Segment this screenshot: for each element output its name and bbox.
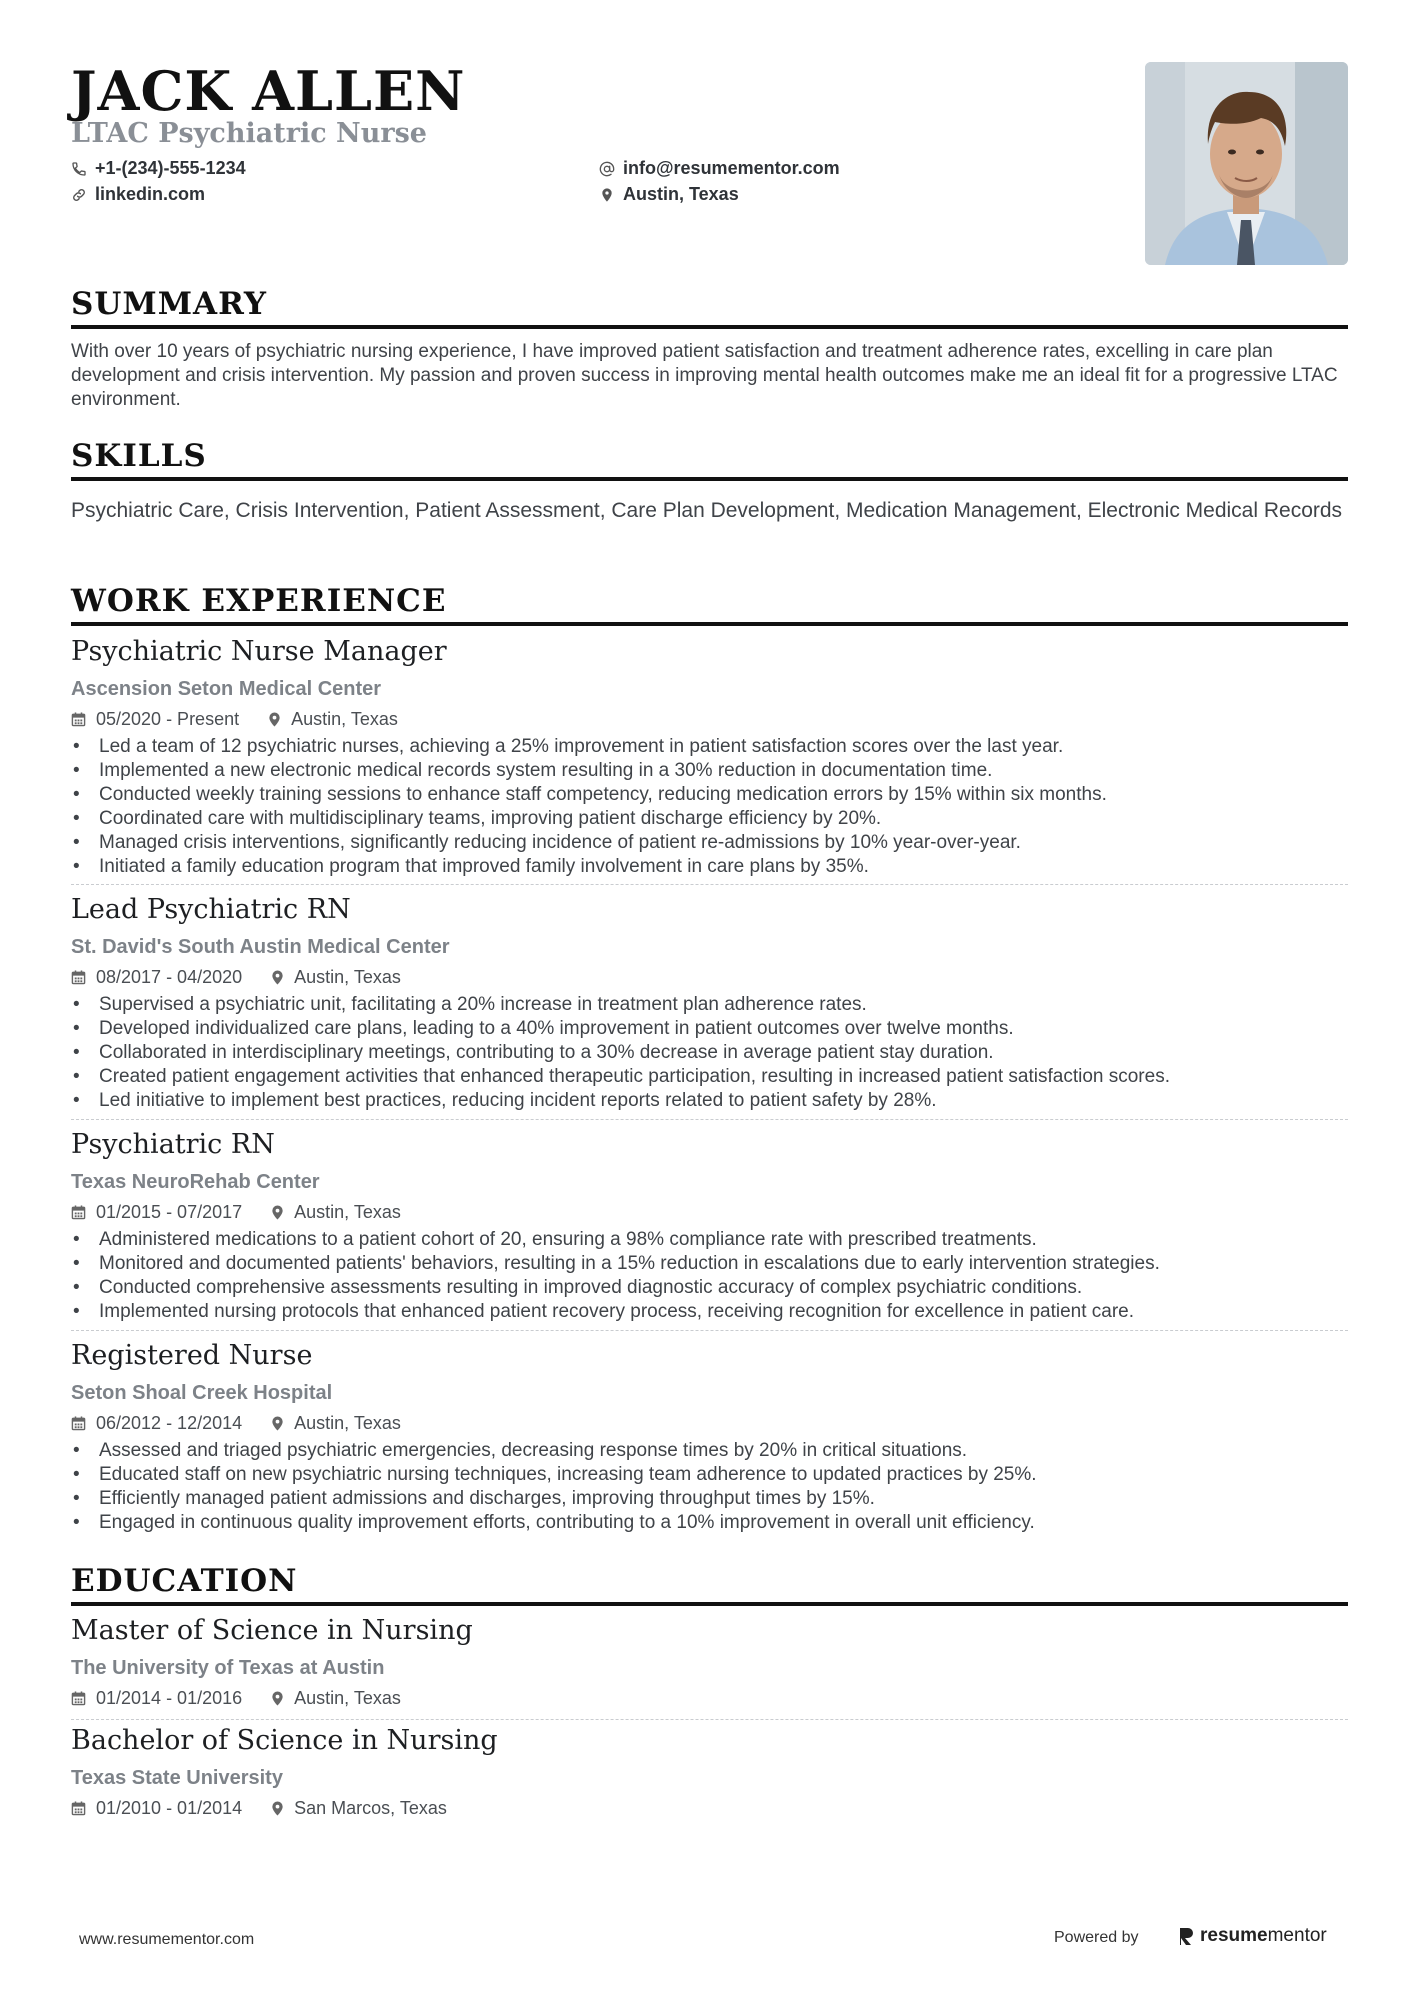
job-meta — [71, 1200, 401, 1224]
job-bullets — [71, 1439, 1348, 1535]
job-title: Lead Psychiatric RN — [71, 894, 351, 925]
skills-text: Psychiatric Care, Crisis Intervention, Patient Assessment, Care Plan Development, Medication Management, Electronic Medical Records — [71, 499, 1343, 522]
job-organization: St. David's South Austin Medical Center — [71, 936, 450, 958]
email-text: info@resumementor.com — [623, 158, 840, 178]
calendar-icon — [71, 712, 86, 727]
job-location: Austin, Texas — [294, 967, 401, 987]
education-dates: 01/2014 - 01/2016 — [96, 1688, 243, 1708]
candidate-role: LTAC Psychiatric Nurse — [71, 118, 427, 149]
list-item: • Efficiently managed patient admissions and discharges, improving throughput times by 15%. — [71, 1487, 1348, 1511]
calendar-icon — [71, 1801, 86, 1816]
resumementor-logo-icon — [1178, 1926, 1194, 1946]
job-location: Austin, Texas — [294, 1413, 401, 1433]
entry-divider — [71, 1119, 1348, 1120]
work-experience-heading: WORK EXPERIENCE — [71, 582, 1348, 626]
job-organization: Seton Shoal Creek Hospital — [71, 1382, 333, 1404]
powered-by-label: Powered by — [1054, 1929, 1139, 1946]
map-pin-icon — [270, 970, 285, 985]
list-item: • Assessed and triaged psychiatric emergencies, decreasing response times by 20% in critical situations. — [71, 1439, 1348, 1463]
job-title: Registered Nurse — [71, 1340, 313, 1371]
list-item: • Led a team of 12 psychiatric nurses, achieving a 25% improvement in patient satisfaction scores over the last year. — [71, 735, 1348, 759]
job-organization: Texas NeuroRehab Center — [71, 1171, 320, 1193]
summary-heading: SUMMARY — [71, 285, 1348, 329]
list-item: • Created patient engagement activities that enhanced therapeutic participation, resulting in increased patient satisfaction scores. — [71, 1065, 1348, 1089]
job-dates: 06/2012 - 12/2014 — [96, 1413, 243, 1433]
entry-divider — [71, 884, 1348, 885]
school-name: Texas State University — [71, 1767, 283, 1789]
link-icon — [71, 187, 87, 203]
candidate-name: JACK ALLEN — [71, 59, 466, 123]
list-item: • Conducted weekly training sessions to enhance staff competency, reducing medication errors by 15% within six months. — [71, 783, 1348, 807]
degree-title: Bachelor of Science in Nursing — [71, 1725, 498, 1756]
footer-website-link[interactable]: www.resumementor.com — [79, 1931, 255, 1948]
list-item: • Administered medications to a patient cohort of 20, ensuring a 98% compliance rate with prescribed treatments. — [71, 1228, 1348, 1252]
phone-icon — [71, 161, 87, 177]
phone-text: +1-(234)-555-1234 — [95, 158, 246, 178]
list-item: • Engaged in continuous quality improvement efforts, contributing to a 10% improvement in overall unit efficiency. — [71, 1511, 1348, 1535]
job-location: Austin, Texas — [291, 709, 398, 729]
job-dates: 05/2020 - Present — [96, 709, 240, 729]
location-text: Austin, Texas — [623, 184, 739, 204]
calendar-icon — [71, 1205, 86, 1220]
job-bullets — [71, 993, 1348, 1113]
map-pin-icon — [270, 1416, 285, 1431]
contact-linkedin[interactable] — [71, 184, 205, 205]
job-location: Austin, Texas — [294, 1202, 401, 1222]
school-name: The University of Texas at Austin — [71, 1657, 385, 1679]
list-item: • Collaborated in interdisciplinary meetings, contributing to a 30% decrease in average patient stay duration. — [71, 1041, 1348, 1065]
education-location: San Marcos, Texas — [294, 1798, 447, 1818]
calendar-icon — [71, 1416, 86, 1431]
profile-photo — [1145, 62, 1348, 265]
list-item: • Initiated a family education program that improved family involvement in care plans by 35%. — [71, 855, 1348, 879]
job-bullets — [71, 735, 1348, 879]
calendar-icon — [71, 970, 86, 985]
education-meta — [71, 1686, 401, 1710]
job-title: Psychiatric Nurse Manager — [71, 636, 447, 667]
contact-location — [599, 184, 739, 205]
map-pin-icon — [599, 187, 615, 203]
summary-text: With over 10 years of psychiatric nursing experience, I have improved patient satisfaction and treatment adherence rates, excelling in care plan development and crisis intervention. My passion and proven success in improving mental health outcomes make me an ideal fit for a progressive LTAC environment. — [71, 341, 1338, 410]
job-meta — [71, 707, 398, 731]
education-heading: EDUCATION — [71, 1562, 1348, 1606]
map-pin-icon — [270, 1205, 285, 1220]
list-item: • Developed individualized care plans, leading to a 40% improvement in patient outcomes over twelve months. — [71, 1017, 1348, 1041]
at-sign-icon — [599, 161, 615, 177]
list-item: • Implemented nursing protocols that enhanced patient recovery process, receiving recognition for excellence in patient care. — [71, 1300, 1348, 1324]
list-item: • Supervised a psychiatric unit, facilitating a 20% increase in treatment plan adherence rates. — [71, 993, 1348, 1017]
job-meta — [71, 1411, 401, 1435]
job-meta — [71, 965, 401, 989]
education-meta — [71, 1796, 447, 1820]
portrait-image — [1145, 62, 1348, 265]
list-item: • Educated staff on new psychiatric nursing techniques, increasing team adherence to updated practices by 25%. — [71, 1463, 1348, 1487]
contact-phone[interactable] — [71, 158, 246, 179]
list-item: • Coordinated care with multidisciplinary teams, improving patient discharge efficiency by 20%. — [71, 807, 1348, 831]
entry-divider — [71, 1719, 1348, 1720]
map-pin-icon — [267, 712, 282, 727]
job-organization: Ascension Seton Medical Center — [71, 678, 382, 700]
map-pin-icon — [270, 1691, 285, 1706]
job-bullets — [71, 1228, 1348, 1324]
linkedin-text: linkedin.com — [95, 184, 206, 204]
list-item: • Implemented a new electronic medical records system resulting in a 30% reduction in documentation time. — [71, 759, 1348, 783]
job-dates: 08/2017 - 04/2020 — [96, 967, 243, 987]
list-item: • Managed crisis interventions, significantly reducing incidence of patient re-admissions by 10% year-over-year. — [71, 831, 1348, 855]
calendar-icon — [71, 1691, 86, 1706]
brand-name-part1: resume — [1200, 1925, 1268, 1946]
entry-divider — [71, 1330, 1348, 1331]
brand-logo[interactable] — [1178, 1925, 1327, 1947]
list-item: • Conducted comprehensive assessments resulting in improved diagnostic accuracy of complex psychiatric conditions. — [71, 1276, 1348, 1300]
list-item: • Led initiative to implement best practices, reducing incident reports related to patient safety by 28%. — [71, 1089, 1348, 1113]
job-title: Psychiatric RN — [71, 1129, 275, 1160]
brand-name-part2: mentor — [1267, 1925, 1327, 1946]
degree-title: Master of Science in Nursing — [71, 1615, 473, 1646]
contact-email[interactable] — [599, 158, 840, 179]
education-location: Austin, Texas — [294, 1688, 401, 1708]
job-dates: 01/2015 - 07/2017 — [96, 1202, 243, 1222]
map-pin-icon — [270, 1801, 285, 1816]
education-dates: 01/2010 - 01/2014 — [96, 1798, 243, 1818]
list-item: • Monitored and documented patients' behaviors, resulting in a 15% reduction in escalations due to early intervention strategies. — [71, 1252, 1348, 1276]
skills-heading: SKILLS — [71, 437, 1348, 481]
